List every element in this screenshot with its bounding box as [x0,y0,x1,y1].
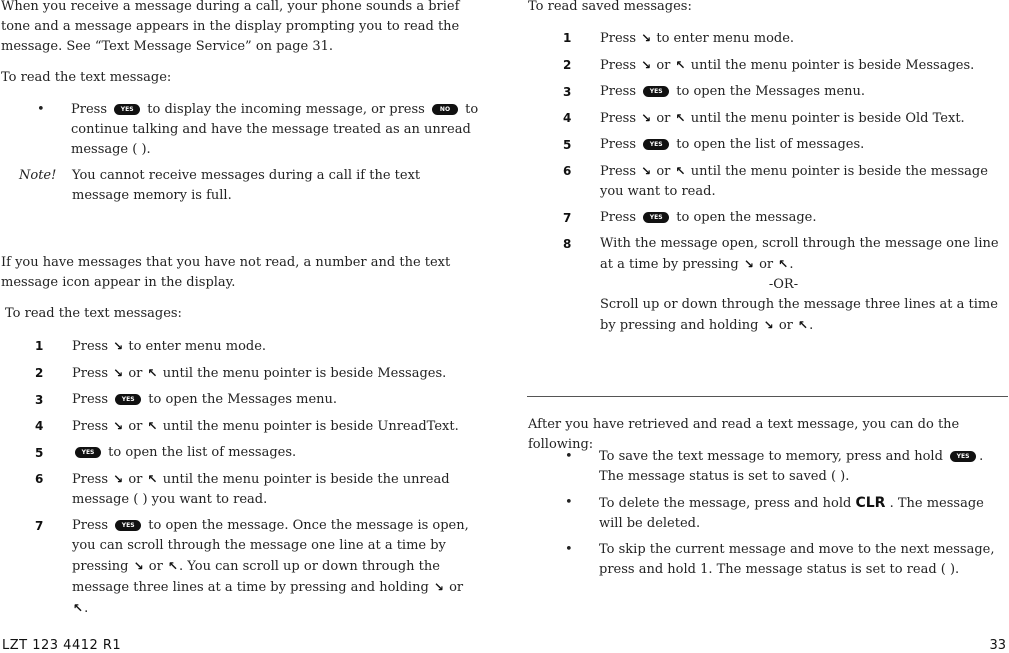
down-arrow-icon: ↘ [641,58,652,72]
step-item: 7 Press YES to open the message. [563,210,817,225]
up-arrow-icon: ↖ [675,164,686,178]
read-text-heading: To read the text message: [1,70,172,85]
list-item: • Press YES to display the incoming message, or press NO to continue talking and have the message treated as an unread message ( ). [37,102,479,157]
up-arrow-icon: ↖ [778,257,789,271]
step-item: 6 Press ↘ or ↖ until the menu pointer is beside the unread message ( ) you want to read. [35,472,450,507]
step-item: 7 Press YES to open the message. Once the message is open, you can scroll through the message one line at a time by pressing ↘ or ↖. You can scroll up or down through the message three lines at a time by pressing and holding ↘ or ↖. [35,518,469,616]
yes-key-icon: YES [115,520,141,531]
unread-intro: If you have messages that you have not read, a number and the text message icon appear in the display. [1,255,451,290]
step-item: 4 Press ↘ or ↖ until the menu pointer is beside UnreadText. [35,419,459,434]
down-arrow-icon: ↘ [113,419,124,433]
yes-key-icon: YES [114,104,140,115]
yes-key-icon: YES [643,86,669,97]
step-item: 1 Press ↘ to enter menu mode. [563,31,795,46]
list-item: • To delete the message, press and hold CLR . The message will be deleted. [565,495,984,531]
down-arrow-icon: ↘ [113,472,124,486]
right-steps [563,28,1007,342]
down-arrow-icon: ↘ [641,111,652,125]
or-separator: -OR- [768,277,799,292]
note-text: You cannot receive messages during a call if the text message memory is full. [72,168,421,203]
yes-key-icon: YES [643,139,669,150]
down-arrow-icon: ↘ [433,580,444,594]
step-item: 4 Press ↘ or ↖ until the menu pointer is beside Old Text. [563,111,965,126]
step-item: 6 Press ↘ or ↖ until the menu pointer is beside the message you want to read. [563,164,988,199]
down-arrow-icon: ↘ [641,31,652,45]
up-arrow-icon: ↖ [147,366,158,380]
up-arrow-icon: ↖ [167,559,179,573]
step-item: 2 Press ↘ or ↖ until the menu pointer is beside Messages. [563,58,975,73]
section-divider [527,396,1008,397]
down-arrow-icon: ↘ [641,164,652,178]
step-item: 1 Press ↘ to enter menu mode. [35,339,267,354]
step-item: 2 Press ↘ or ↖ until the menu pointer is beside Messages. [35,366,447,381]
up-arrow-icon: ↖ [147,419,158,433]
clr-key-icon: CLR [855,495,886,511]
up-arrow-icon: ↖ [798,318,809,332]
list-item: • To skip the current message and move to the next message, press and hold 1. The message status is set to read ( ). [565,542,995,577]
list-item: • To save the text message to memory, press and hold YES . The message status is set to saved ( ). [565,449,984,484]
step-item: 8 With the message open, scroll through the message one line at a time by pressing ↘ or ↖. -OR- Scroll up or down through the message three lines at a time by pressing and holding ↘ or ↖. [563,234,1007,336]
down-arrow-icon: ↘ [113,339,124,353]
bullet-dot: • [37,102,45,117]
after-read-bullets [565,447,1007,586]
down-arrow-icon: ↘ [113,366,124,380]
up-arrow-icon: ↖ [675,111,686,125]
no-key-icon: NO [432,104,458,115]
intro-paragraph: When you receive a message during a call, your phone sounds a brief tone and a message appears in the display prompting you to read the message. See “Text Message Service” on page 31. [1,0,460,54]
document-code: LZT 123 4412 R1 [2,638,122,653]
down-arrow-icon: ↘ [743,257,754,271]
down-arrow-icon: ↘ [763,318,774,332]
step-item: 5 Press YES to open the list of messages. [563,137,865,152]
yes-key-icon: YES [75,447,101,458]
up-arrow-icon: ↖ [675,58,686,72]
after-read-intro: After you have retrieved and read a text message, you can do the following: [528,417,960,452]
down-arrow-icon: ↘ [133,559,144,573]
note-label: Note! [19,168,57,183]
left-steps [35,336,481,625]
yes-key-icon: YES [115,394,141,405]
step-item: 3 Press YES to open the Messages menu. [35,392,338,407]
step-item: 5 YES to open the list of messages. [35,445,297,460]
step-item: 3 Press YES to open the Messages menu. [563,84,866,99]
yes-key-icon: YES [950,451,976,462]
read-text-bullets [37,100,481,166]
yes-key-icon: YES [643,212,669,223]
up-arrow-icon: ↖ [73,601,84,615]
up-arrow-icon: ↖ [147,472,158,486]
page-number: 33 [989,638,1006,653]
read-saved-heading: To read saved messages: [528,0,692,14]
read-msgs-heading: To read the text messages: [5,306,182,321]
